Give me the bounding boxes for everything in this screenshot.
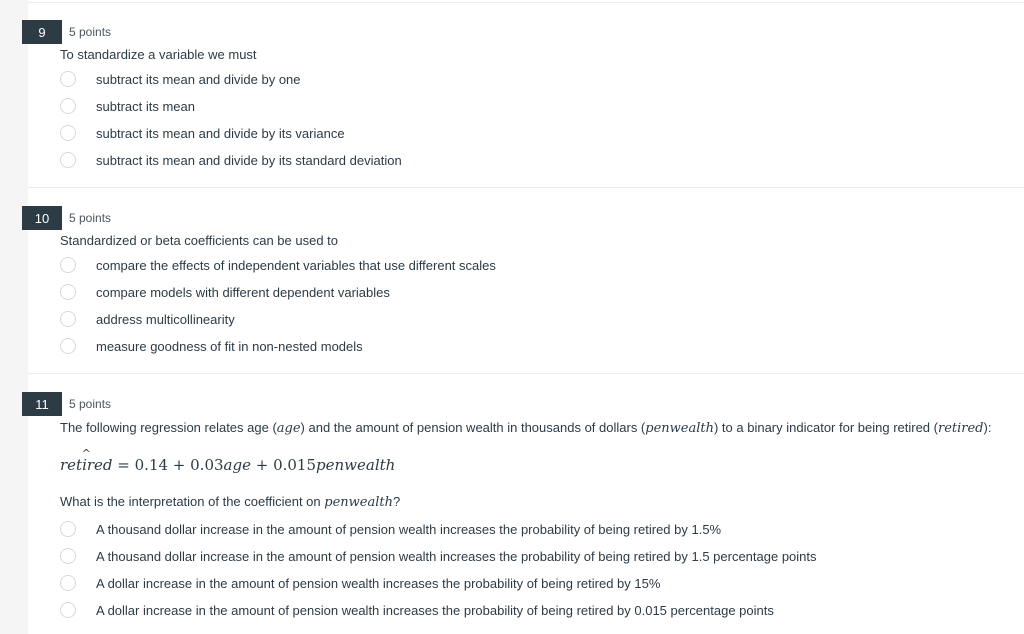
question-prompt <box>60 494 400 510</box>
question-text: To standardize a variable we must <box>60 47 257 62</box>
answer-option[interactable] <box>60 96 195 116</box>
question-text-part: ) and the amount of pension wealth in thousands of dollars ( <box>300 420 646 435</box>
answer-option[interactable] <box>60 336 363 356</box>
question-text <box>60 420 991 436</box>
radio-button[interactable] <box>60 284 76 300</box>
question-points: 5 points <box>69 25 112 39</box>
math-variable: retired <box>937 421 984 436</box>
answer-label[interactable]: compare models with different dependent variables <box>96 284 390 300</box>
math-variable: penwealth <box>324 495 393 510</box>
equation-term: + 0.015 <box>250 456 317 474</box>
question-text-part: ) to a binary indicator for being retired ( <box>713 420 938 435</box>
left-rail <box>0 0 28 634</box>
answer-label[interactable]: compare the effects of independent variables that use different scales <box>96 257 496 273</box>
answer-label[interactable]: subtract its mean and divide by its standard deviation <box>96 152 402 168</box>
math-variable: age <box>276 421 301 436</box>
radio-button[interactable] <box>60 338 76 354</box>
question-number: 9 <box>22 20 62 44</box>
question-header <box>22 206 111 230</box>
answer-label[interactable]: A thousand dollar increase in the amount of pension wealth increases the probability of being retired by 1.5 percentage points <box>96 548 817 564</box>
divider <box>28 2 1024 3</box>
math-variable: penwealth <box>645 421 714 436</box>
radio-button[interactable] <box>60 257 76 273</box>
answer-label[interactable]: subtract its mean and divide by its variance <box>96 125 345 141</box>
divider <box>28 187 1024 188</box>
answer-label[interactable]: subtract its mean <box>96 98 195 114</box>
equation-equals: = <box>112 456 135 474</box>
answer-label[interactable]: measure goodness of fit in non-nested models <box>96 338 363 354</box>
radio-button[interactable] <box>60 575 76 591</box>
radio-button[interactable] <box>60 311 76 327</box>
radio-button[interactable] <box>60 98 76 114</box>
equation-constant: 0.14 + 0.03 <box>134 456 224 474</box>
question-points: 5 points <box>69 397 112 411</box>
radio-button[interactable] <box>60 521 76 537</box>
question-text-part: What is the interpretation of the coefficient on <box>60 494 325 509</box>
math-variable: penwealth <box>316 456 396 474</box>
radio-button[interactable] <box>60 548 76 564</box>
question-header <box>22 20 111 44</box>
question-header <box>22 392 111 416</box>
question-number: 10 <box>22 206 62 230</box>
answer-option[interactable] <box>60 150 402 170</box>
radio-button[interactable] <box>60 71 76 87</box>
answer-option[interactable] <box>60 600 774 620</box>
answer-label[interactable]: subtract its mean and divide by one <box>96 71 301 87</box>
question-text-part: The following regression relates age ( <box>60 420 277 435</box>
answer-option[interactable] <box>60 309 235 329</box>
divider <box>28 373 1024 374</box>
question-number: 11 <box>22 392 62 416</box>
question-points: 5 points <box>69 211 112 225</box>
answer-label[interactable]: A thousand dollar increase in the amount of pension wealth increases the probability of being retired by 1.5% <box>96 521 722 537</box>
answer-label[interactable]: address multicollinearity <box>96 311 235 327</box>
answer-option[interactable] <box>60 255 496 275</box>
radio-button[interactable] <box>60 602 76 618</box>
regression-equation <box>60 456 395 474</box>
question-text-part: ): <box>983 420 992 435</box>
answer-option[interactable] <box>60 123 345 143</box>
answer-option[interactable] <box>60 546 817 566</box>
answer-option[interactable] <box>60 573 660 593</box>
question-text-part: ? <box>392 494 401 509</box>
radio-button[interactable] <box>60 125 76 141</box>
radio-button[interactable] <box>60 152 76 168</box>
question-text: Standardized or beta coefficients can be used to <box>60 233 339 248</box>
answer-label[interactable]: A dollar increase in the amount of pension wealth increases the probability of being retired by 0.015 percentage points <box>96 602 774 618</box>
answer-option[interactable] <box>60 519 721 539</box>
answer-option[interactable] <box>60 69 301 89</box>
math-variable: age <box>223 456 251 474</box>
answer-option[interactable] <box>60 282 390 302</box>
equation-lhs: retired ^ <box>60 456 113 474</box>
answer-label[interactable]: A dollar increase in the amount of pension wealth increases the probability of being retired by 15% <box>96 575 661 591</box>
